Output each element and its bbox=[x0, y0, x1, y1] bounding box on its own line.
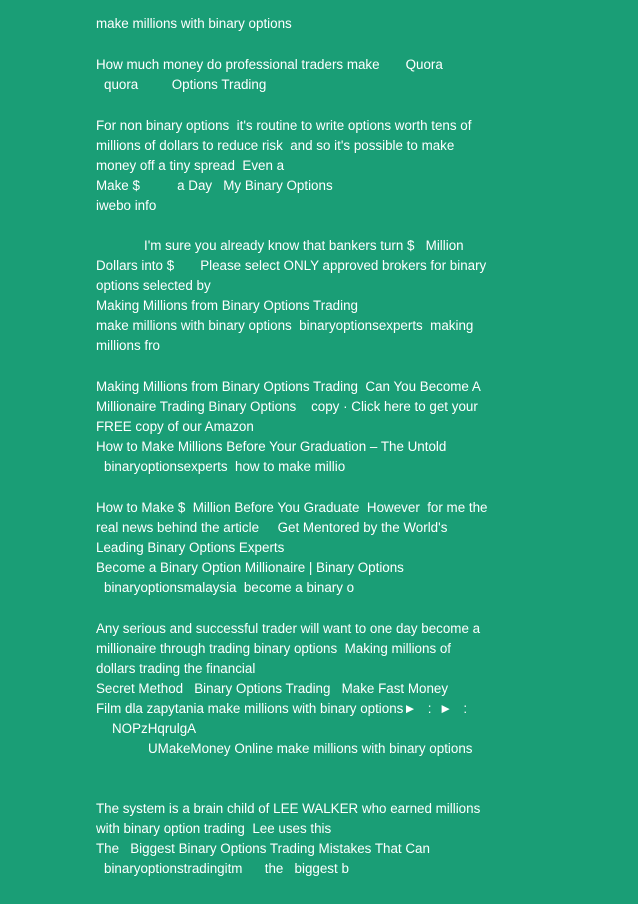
text-line: millionaire through trading binary options Making millions of bbox=[96, 641, 452, 656]
text-line: binaryoptionstradingitm the biggest b bbox=[104, 861, 349, 876]
text-line: Secret Method Binary Options Trading Make Fast Money bbox=[96, 681, 449, 696]
text-line: For non binary options it's routine to write options worth tens of bbox=[96, 118, 472, 133]
text-line: Dollars into $ Please select ONLY approved brokers for binary bbox=[96, 258, 487, 273]
text-line: Any serious and successful trader will want to one day become a bbox=[96, 621, 481, 636]
text-line: UMakeMoney Online make millions with binary options bbox=[148, 741, 473, 756]
text-line: quora Options Trading bbox=[104, 77, 267, 92]
text-line: Film dla zapytania make millions with binary options► : ► : bbox=[96, 701, 468, 716]
text-line: binaryoptionsexperts how to make millio bbox=[104, 459, 346, 474]
text-line: with binary option trading Lee uses this bbox=[96, 821, 332, 836]
text-line: Millionaire Trading Binary Options copy · Click here to get your bbox=[96, 399, 478, 414]
text-line: Leading Binary Options Experts bbox=[96, 540, 285, 555]
text-line: money off a tiny spread Even a bbox=[96, 158, 285, 173]
text-line: Making Millions from Binary Options Trading Can You Become A bbox=[96, 379, 481, 394]
text-line: Make $ a Day My Binary Options bbox=[96, 178, 333, 193]
text-line: iwebo info bbox=[96, 198, 157, 213]
text-line: make millions with binary options binaryoptionsexperts making bbox=[96, 318, 474, 333]
text-line: How to Make $ Million Before You Graduate However for me the bbox=[96, 500, 488, 515]
text-line: Making Millions from Binary Options Trading bbox=[96, 298, 358, 313]
text-line: make millions with binary options bbox=[96, 16, 292, 31]
text-line: options selected by bbox=[96, 278, 211, 293]
text-line: FREE copy of our Amazon bbox=[96, 419, 254, 434]
text-line: The system is a brain child of LEE WALKER who earned millions bbox=[96, 801, 481, 816]
text-line: The Biggest Binary Options Trading Mistakes That Can bbox=[96, 841, 430, 856]
text-line: dollars trading the financial bbox=[96, 661, 256, 676]
text-line: millions of dollars to reduce risk and so it's possible to make bbox=[96, 138, 455, 153]
text-line: I'm sure you already know that bankers turn $ Million bbox=[144, 238, 464, 253]
text-line: real news behind the article Get Mentored by the World's bbox=[96, 520, 448, 535]
text-line: NOPzHqrulgA bbox=[112, 721, 197, 736]
text-line: millions fro bbox=[96, 338, 160, 353]
text-line: binaryoptionsmalaysia become a binary o bbox=[104, 580, 355, 595]
text-line: How to Make Millions Before Your Graduation – The Untold bbox=[96, 439, 447, 454]
text-line: How much money do professional traders make Quora bbox=[96, 57, 443, 72]
text-line: Become a Binary Option Millionaire | Binary Options bbox=[96, 560, 404, 575]
